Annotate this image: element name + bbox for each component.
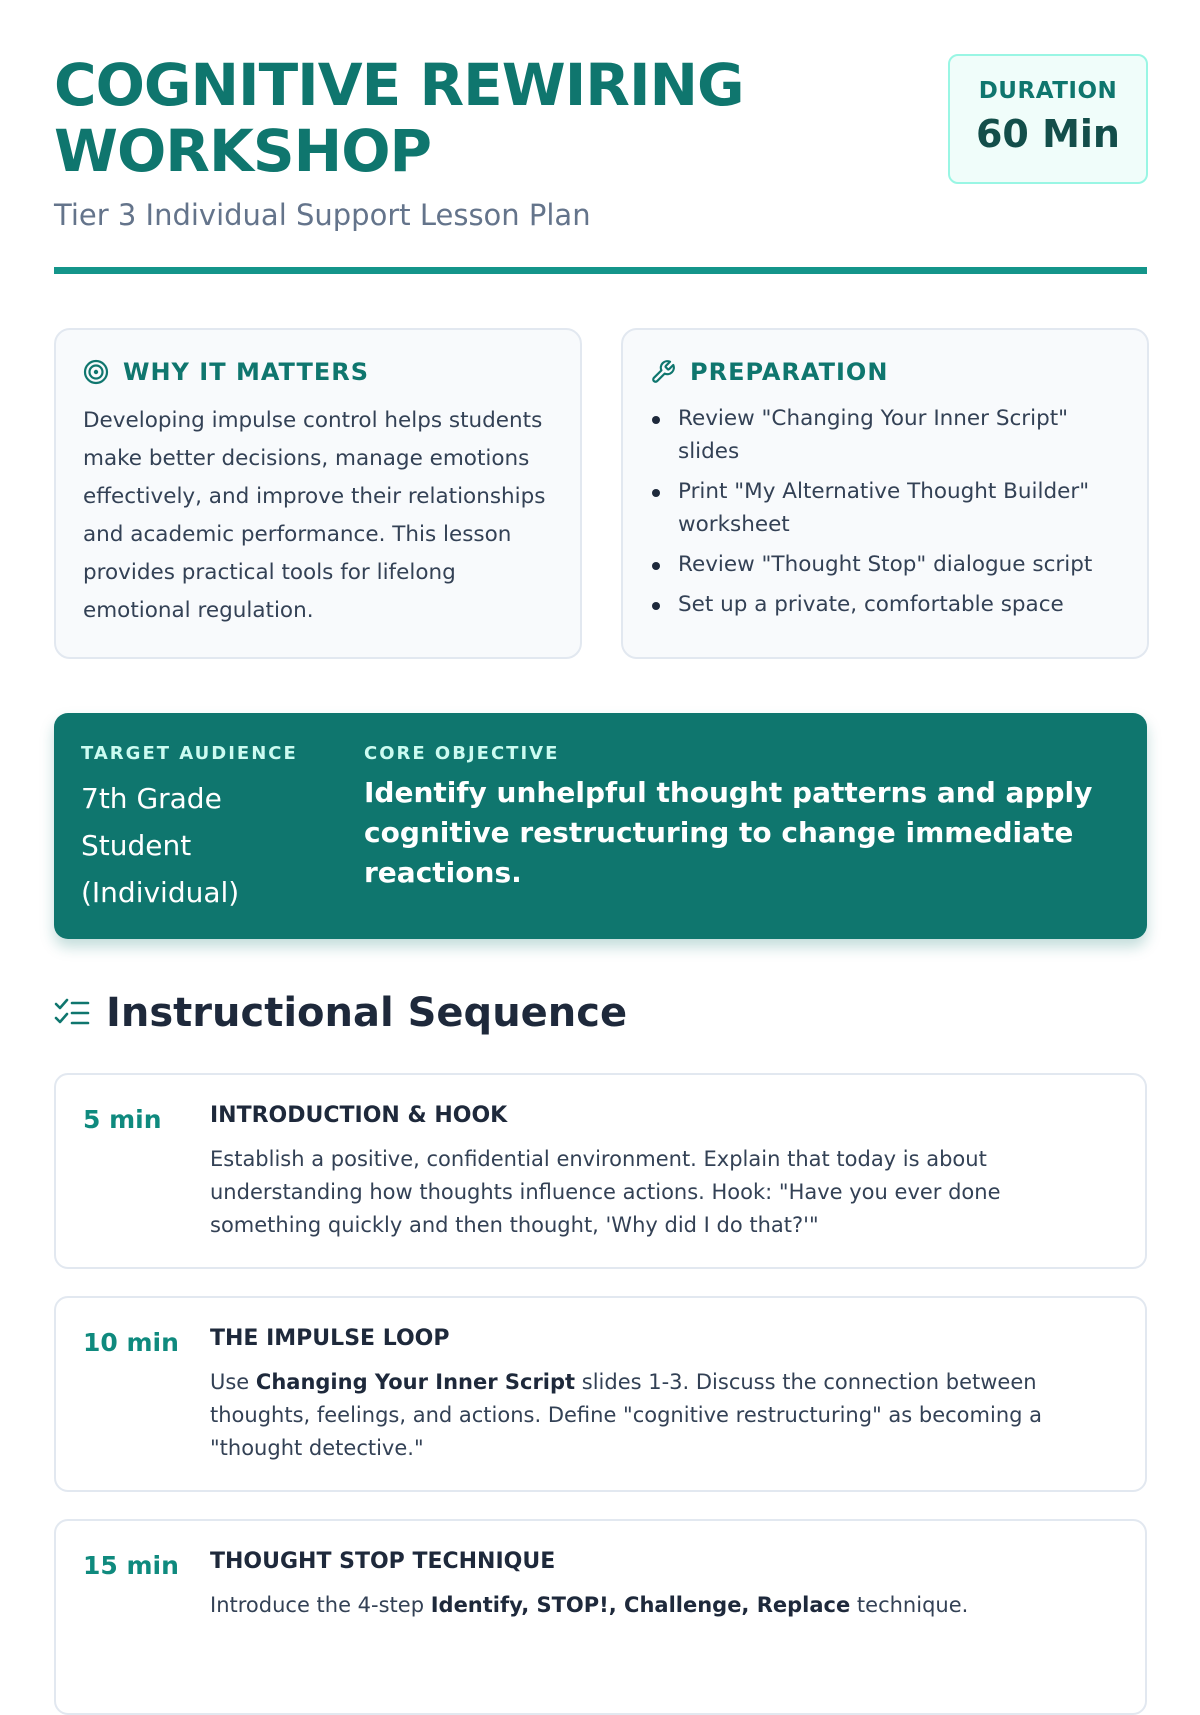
preparation-heading: [650, 358, 888, 386]
step-description: Establish a positive, confidential environment. Explain that today is about understanding how thoughts influence actions. Hook: "Have you ever done something quickly and then thought, 'Why did I do that?'": [210, 1147, 1001, 1237]
step-title: THE IMPULSE LOOP: [210, 1326, 450, 1351]
duration-value: 60 Min: [975, 112, 1120, 156]
list-item: Set up a private, comfortable space: [650, 588, 1125, 621]
step-duration: 5 min: [83, 1105, 162, 1134]
page-subtitle: Tier 3 Individual Support Lesson Plan: [54, 198, 591, 232]
core-objective-value: Identify unhelpful thought patterns and apply cognitive restructuring to change immediate reactions.: [364, 776, 1093, 889]
duration-label: DURATION: [978, 78, 1118, 104]
preparation-title: PREPARATION: [690, 358, 889, 386]
step-title: INTRODUCTION & HOOK: [210, 1103, 508, 1128]
checklist-icon: [54, 997, 90, 1029]
why-it-matters-heading: [83, 358, 369, 386]
target-audience-label: TARGET AUDIENCE: [81, 743, 298, 764]
why-it-matters-text: Developing impulse control helps students make better decisions, manage emotions effectively, and improve their relationships and academic performance. This lesson provides practical tools for lifelong emotional regulation.: [83, 408, 546, 623]
preparation-card: [621, 328, 1149, 659]
step-title: THOUGHT STOP TECHNIQUE: [210, 1549, 556, 1574]
target-icon: [83, 359, 109, 385]
step-duration: 15 min: [83, 1551, 179, 1580]
sequence-step: [54, 1296, 1147, 1492]
list-item: Review "Thought Stop" dialogue script: [650, 548, 1125, 581]
step-duration: 10 min: [83, 1328, 179, 1357]
header-divider: [54, 267, 1147, 274]
preparation-list: [650, 402, 1125, 628]
sequence-step: [54, 1519, 1147, 1715]
instructional-sequence-heading: [54, 990, 627, 1036]
list-item: Print "My Alternative Thought Builder" worksheet: [650, 475, 1125, 541]
step-description: Introduce the 4-step Identify, STOP!, Challenge, Replace technique.: [210, 1593, 969, 1617]
instructional-sequence-title: Instructional Sequence: [106, 990, 628, 1036]
sequence-step: [54, 1073, 1147, 1269]
page-title: COGNITIVE REWIRING WORKSHOP: [54, 51, 744, 185]
duration-badge: [948, 54, 1148, 184]
audience-objective-banner: [54, 713, 1147, 939]
core-objective-label: CORE OBJECTIVE: [364, 743, 560, 764]
list-item: Review "Changing Your Inner Script" slides: [650, 402, 1125, 468]
step-description: Use Changing Your Inner Script slides 1-3. Discuss the connection between thoughts, feelings, and actions. Define "cognitive restructuring" as becoming a "thought detective.": [210, 1370, 1043, 1460]
why-it-matters-card: [54, 328, 582, 659]
wrench-icon: [650, 359, 676, 385]
lesson-plan-page: [54, 0, 1147, 1617]
why-it-matters-title: WHY IT MATTERS: [123, 358, 369, 386]
target-audience-value: 7th Grade Student (Individual): [81, 782, 240, 909]
